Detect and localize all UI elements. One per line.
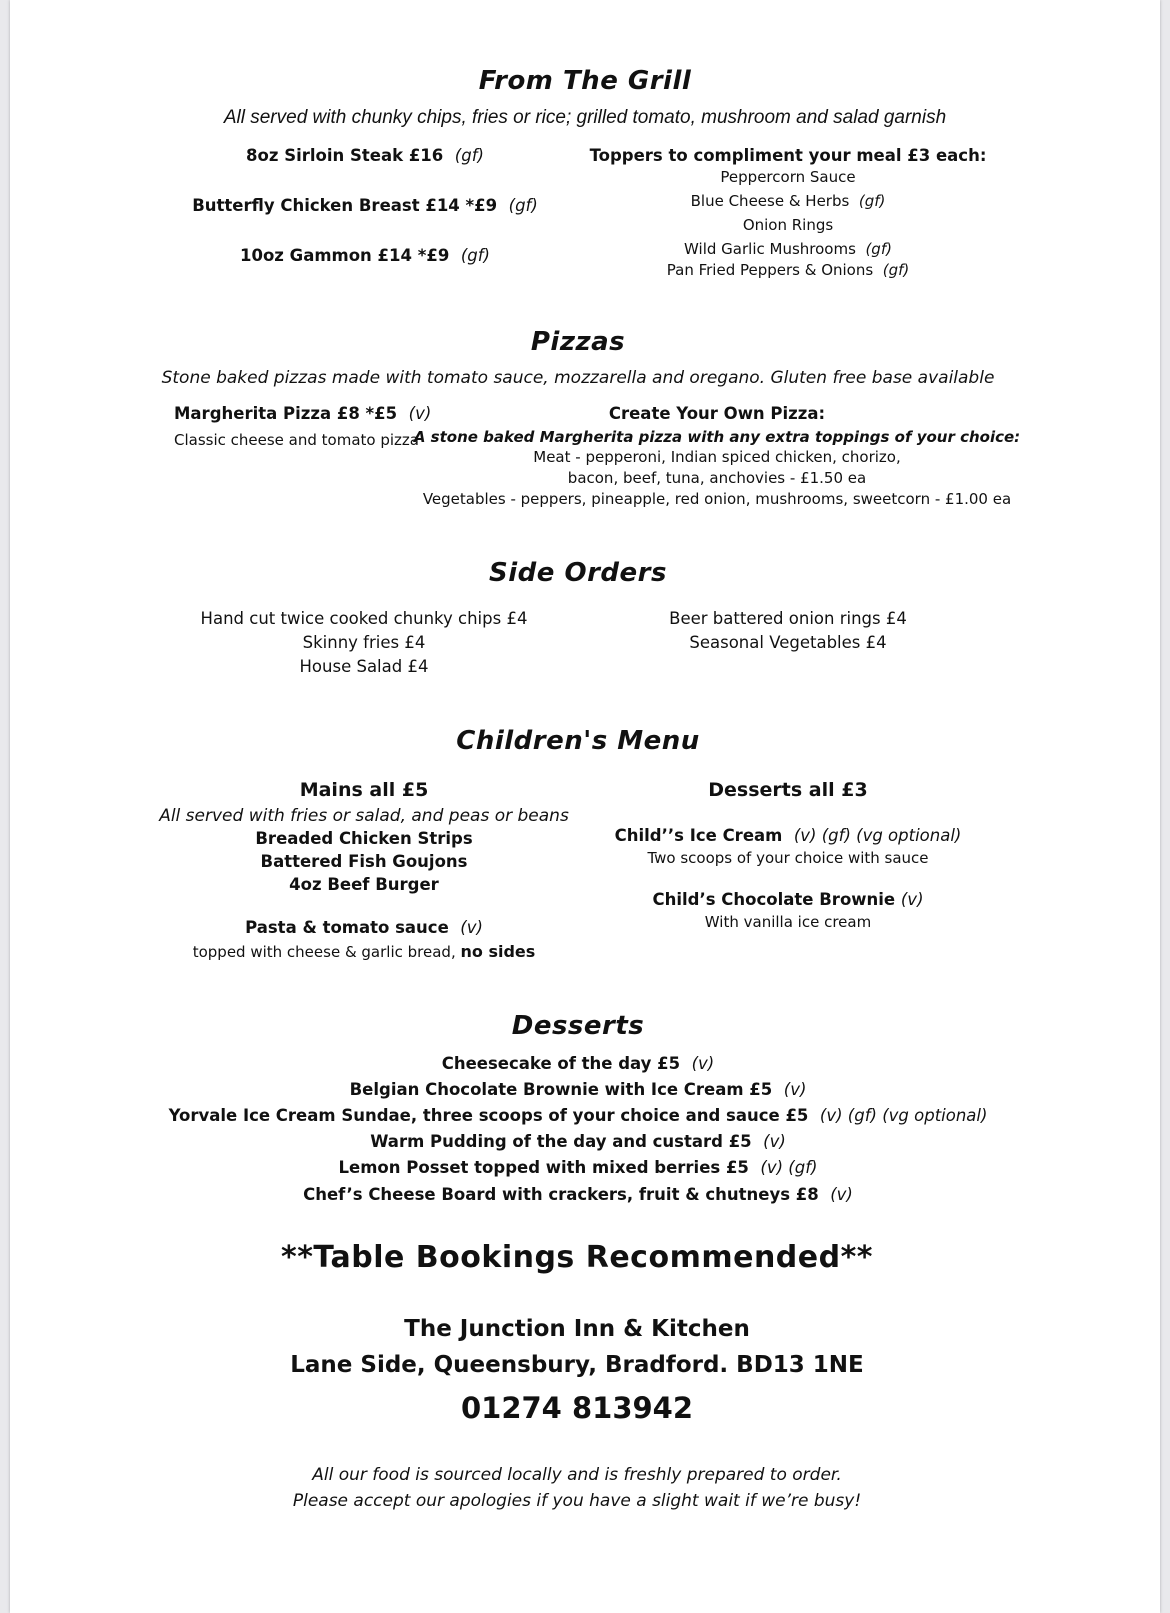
venue-name: The Junction Inn & Kitchen xyxy=(404,1316,750,1342)
children-pasta-desc: topped with cheese & garlic bread, no sides xyxy=(192,942,536,961)
grill-item-gammon: 10oz Gammon £14 *£9 (gf) xyxy=(240,246,490,265)
menu-page xyxy=(10,0,1160,1613)
dessert-item: Chef’s Cheese Board with crackers, fruit & chutneys £8 (v) xyxy=(303,1185,853,1204)
dessert-item: Warm Pudding of the day and custard £5 (v) xyxy=(370,1132,786,1151)
children-main-item: 4oz Beef Burger xyxy=(289,875,439,894)
pizza-margherita-desc: Classic cheese and tomato pizza xyxy=(174,431,419,449)
dessert-item: Cheesecake of the day £5 (v) xyxy=(441,1054,715,1073)
toppers-title: Toppers to compliment your meal £3 each: xyxy=(589,146,987,165)
side-item: Skinny fries £4 xyxy=(302,633,426,652)
grill-item-chicken: Butterfly Chicken Breast £14 *£9 (gf) xyxy=(192,196,538,215)
dessert-item: Belgian Chocolate Brownie with Ice Cream £5 (v) xyxy=(349,1080,807,1099)
venue-address: Lane Side, Queensbury, Bradford. BD13 1NE xyxy=(290,1352,864,1378)
cyo-meat-line-2: bacon, beef, tuna, anchovies - £1.50 ea xyxy=(567,469,867,487)
pizza-margherita: Margherita Pizza £8 *£5 (v) xyxy=(174,404,432,423)
cyo-meat-line-1: Meat - pepperoni, Indian spiced chicken, chorizo, xyxy=(533,448,901,466)
children-desserts-title: Desserts all £3 xyxy=(708,779,868,801)
children-pasta: Pasta & tomato sauce (v) xyxy=(245,918,483,937)
side-item: Seasonal Vegetables £4 xyxy=(689,633,887,652)
booking-banner: **Table Bookings Recommended** xyxy=(281,1240,873,1275)
footer-line-1: All our food is sourced locally and is freshly prepared to order. xyxy=(312,1465,842,1485)
pizzas-intro: Stone baked pizzas made with tomato sauce, mozzarella and oregano. Gluten free base available xyxy=(161,368,995,388)
children-icecream-desc: Two scoops of your choice with sauce xyxy=(647,849,929,867)
topper-item: Peppercorn Sauce xyxy=(720,168,856,186)
children-heading: Children's Menu xyxy=(456,726,700,756)
cyo-subtitle: A stone baked Margherita pizza with any extra toppings of your choice: xyxy=(413,428,1021,446)
side-item: Hand cut twice cooked chunky chips £4 xyxy=(200,609,528,628)
side-item: Beer battered onion rings £4 xyxy=(669,609,907,628)
grill-intro: All served with chunky chips, fries or rice; grilled tomato, mushroom and salad garnish xyxy=(223,107,947,128)
children-main-item: Battered Fish Goujons xyxy=(260,852,468,871)
venue-phone: 01274 813942 xyxy=(460,1391,694,1425)
sides-heading: Side Orders xyxy=(489,558,667,588)
children-brownie: Child’s Chocolate Brownie (v) xyxy=(652,890,924,909)
children-mains-title: Mains all £5 xyxy=(299,779,429,801)
footer-line-2: Please accept our apologies if you have a slight wait if we’re busy! xyxy=(292,1491,862,1511)
topper-item: Pan Fried Peppers & Onions (gf) xyxy=(666,261,910,279)
children-main-item: Breaded Chicken Strips xyxy=(255,829,473,848)
topper-item: Onion Rings xyxy=(742,216,834,234)
dessert-item: Lemon Posset topped with mixed berries £5 (v) (gf) xyxy=(338,1158,818,1177)
children-icecream: Child’’s Ice Cream (v) (gf) (vg optional) xyxy=(614,826,962,845)
pizzas-heading: Pizzas xyxy=(530,327,626,357)
grill-heading: From The Grill xyxy=(478,66,692,96)
topper-item: Wild Garlic Mushrooms (gf) xyxy=(684,240,892,258)
cyo-title: Create Your Own Pizza: xyxy=(608,404,826,423)
children-brownie-desc: With vanilla ice cream xyxy=(704,913,872,931)
children-mains-intro: All served with fries or salad, and peas or beans xyxy=(159,806,569,826)
dessert-item: Yorvale Ice Cream Sundae, three scoops of your choice and sauce £5 (v) (gf) (vg optional) xyxy=(168,1106,988,1125)
topper-item: Blue Cheese & Herbs (gf) xyxy=(690,192,886,210)
desserts-heading: Desserts xyxy=(511,1011,645,1041)
cyo-veg-line: Vegetables - peppers, pineapple, red onion, mushrooms, sweetcorn - £1.00 ea xyxy=(422,490,1012,508)
side-item: House Salad £4 xyxy=(299,657,429,676)
grill-item-sirloin: 8oz Sirloin Steak £16 (gf) xyxy=(246,146,484,165)
